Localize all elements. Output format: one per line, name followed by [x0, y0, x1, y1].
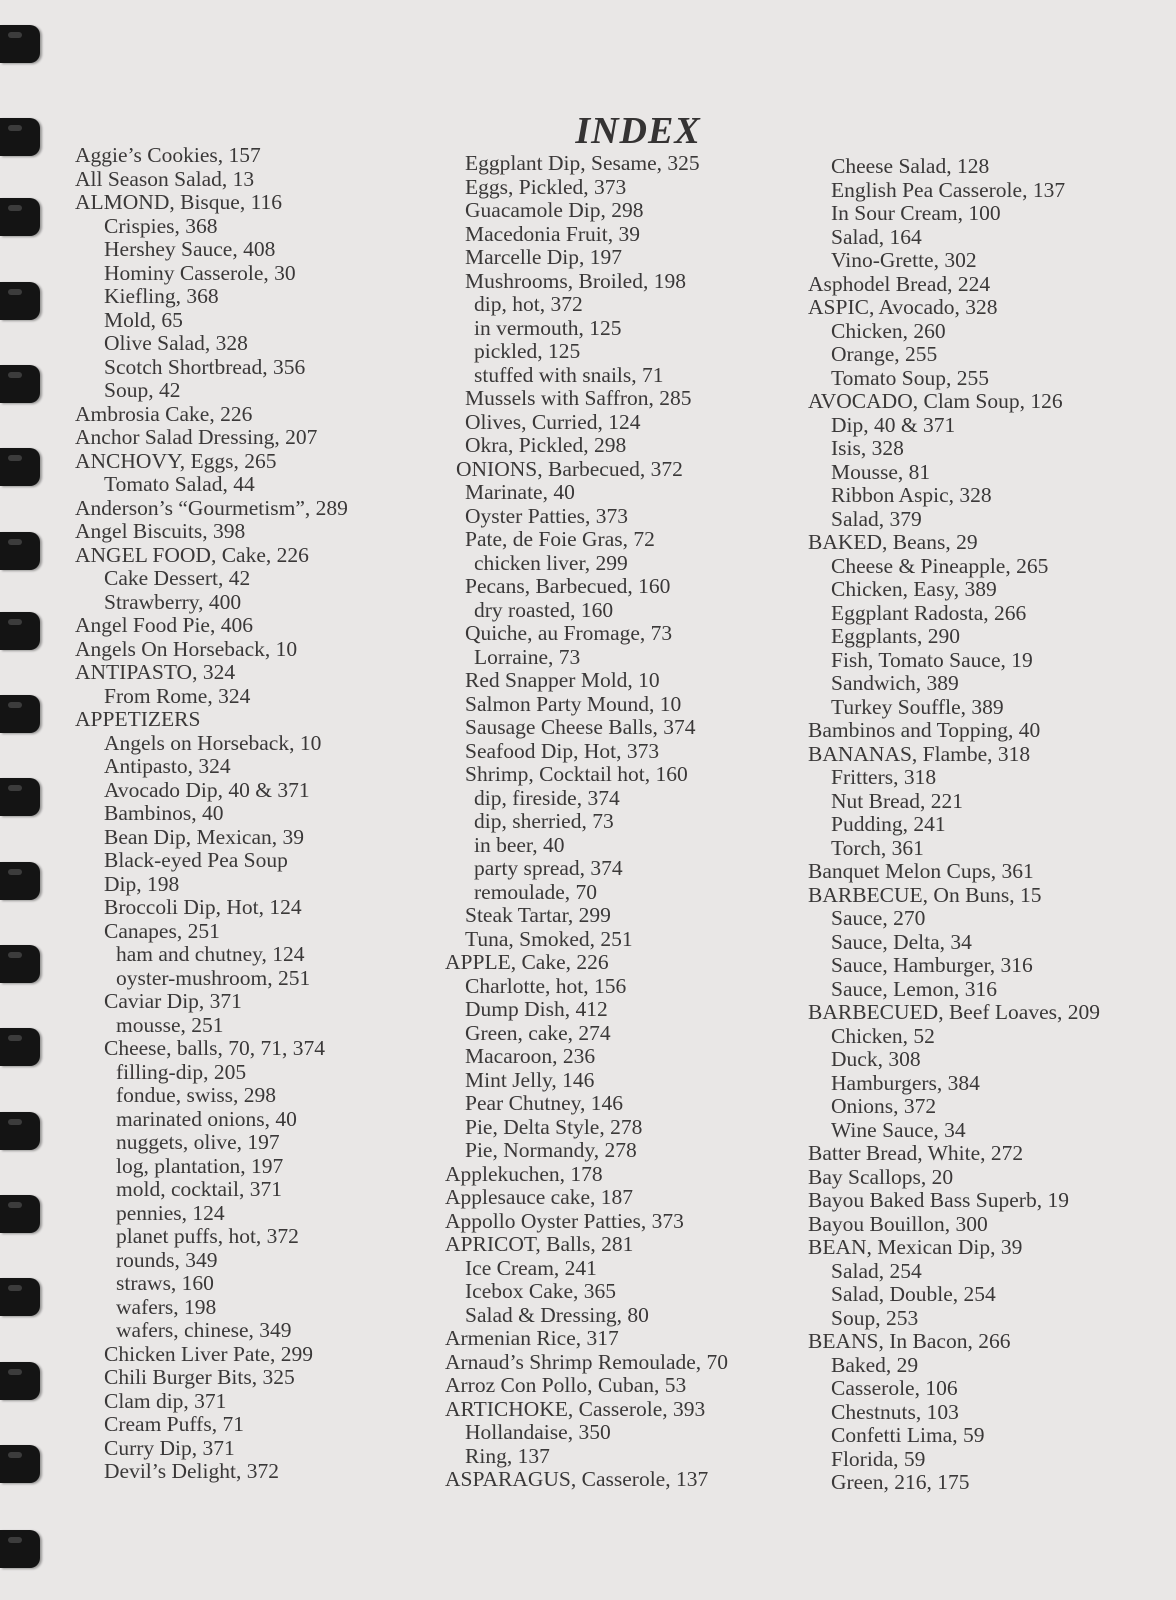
index-entry: Soup, 42 [104, 378, 181, 402]
index-entry: Orange, 255 [831, 342, 938, 366]
binding-coil [0, 1445, 40, 1483]
index-entry: Tuna, Smoked, 251 [465, 926, 633, 951]
index-entry: Banquet Melon Cups, 361 [808, 859, 1034, 883]
index-entry: dip, fireside, 374 [474, 785, 620, 810]
index-entry: Cake Dessert, 42 [104, 566, 251, 590]
index-entry: Chili Burger Bits, 325 [104, 1365, 295, 1389]
index-entry: Asphodel Bread, 224 [808, 271, 991, 296]
index-entry: Kiefling, 368 [104, 284, 219, 308]
index-entry: Pie, Normandy, 278 [465, 1138, 637, 1162]
index-entry: Avocado Dip, 40 & 371 [104, 777, 310, 802]
index-entry: straws, 160 [116, 1271, 214, 1295]
index-entry: mousse, 251 [116, 1012, 224, 1037]
index-entry: Sauce, Delta, 34 [831, 929, 972, 954]
index-entry: Fritters, 318 [831, 765, 937, 789]
index-entry: Lorraine, 73 [474, 644, 581, 669]
index-entry: Pudding, 241 [831, 812, 946, 836]
index-entry: Chicken, 260 [831, 318, 946, 343]
index-entry: Curry Dip, 371 [104, 1435, 235, 1460]
index-entry: fondue, swiss, 298 [116, 1083, 277, 1107]
index-entry: Marcelle Dip, 197 [465, 245, 623, 269]
index-entry: Mold, 65 [104, 307, 183, 332]
index-entry: ARTICHOKE, Casserole, 393 [445, 1396, 706, 1421]
index-entry: Eggplant Dip, Sesame, 325 [465, 151, 700, 175]
index-entry: marinated onions, 40 [116, 1106, 297, 1131]
index-entry: Anchor Salad Dressing, 207 [75, 425, 318, 449]
index-entry: Batter Bread, White, 272 [808, 1141, 1024, 1165]
index-entry: Salmon Party Mound, 10 [465, 691, 682, 716]
index-entry: dip, sherried, 73 [474, 809, 614, 833]
index-entry: Mussels with Saffron, 285 [465, 386, 692, 410]
index-entry: Bayou Bouillon, 300 [808, 1211, 988, 1236]
index-entry: Ribbon Aspic, 328 [831, 483, 992, 507]
index-entry: Baked, 29 [831, 1352, 919, 1377]
index-entry: Clam dip, 371 [104, 1388, 227, 1413]
index-entry: Scotch Shortbread, 356 [104, 354, 306, 379]
index-entry: Salad, 379 [831, 506, 922, 531]
binding-coil [0, 612, 40, 650]
index-entry: nuggets, olive, 197 [116, 1130, 280, 1154]
index-entry: ANGEL FOOD, Cake, 226 [75, 542, 309, 567]
index-entry: planet puffs, hot, 372 [116, 1224, 299, 1248]
index-entry: Eggplant Radosta, 266 [831, 600, 1027, 625]
index-entry: APPETIZERS [75, 707, 201, 731]
index-entry: Tomato Salad, 44 [104, 472, 255, 496]
index-entry: Pate, de Foie Gras, 72 [465, 527, 655, 551]
index-entry: Sausage Cheese Balls, 374 [465, 715, 696, 739]
index-entry: Mousse, 81 [831, 459, 931, 484]
index-entry: Soup, 253 [831, 1305, 919, 1330]
index-entry: Fish, Tomato Sauce, 19 [831, 647, 1033, 672]
index-entry: in beer, 40 [474, 832, 565, 857]
index-entry: Wine Sauce, 34 [831, 1117, 966, 1142]
index-entry: BARBECUED, Beef Loaves, 209 [808, 1000, 1101, 1024]
binding-coil [0, 198, 40, 236]
index-entry: in vermouth, 125 [474, 315, 622, 340]
index-entry: Ice Cream, 241 [465, 1255, 597, 1280]
index-entry: Red Snapper Mold, 10 [465, 668, 660, 692]
binding-coil [0, 1362, 40, 1400]
index-entry: In Sour Cream, 100 [831, 201, 1001, 225]
index-entry: Angel Food Pie, 406 [75, 613, 253, 637]
binding-coil [0, 1028, 40, 1066]
index-entry: Angels On Horseback, 10 [75, 636, 298, 661]
index-entry: Pear Chutney, 146 [465, 1091, 624, 1115]
index-entry: Chicken, Easy, 389 [831, 577, 997, 601]
index-entry: ONIONS, Barbecued, 372 [456, 456, 683, 481]
index-entry: Applesauce cake, 187 [445, 1185, 634, 1209]
binding-coil [0, 365, 40, 403]
index-entry: Hershey Sauce, 408 [104, 237, 276, 261]
index-column-1 [75, 144, 348, 1484]
index-entry: Green, 216, 175 [831, 1470, 970, 1494]
index-entry: Bay Scallops, 20 [808, 1164, 954, 1189]
index-entry: Pecans, Barbecued, 160 [465, 574, 671, 598]
index-entry: Shrimp, Cocktail hot, 160 [465, 762, 688, 786]
index-entry: BAKED, Beans, 29 [808, 530, 978, 554]
index-entry: Cream Puffs, 71 [104, 1412, 244, 1436]
index-entry: dip, hot, 372 [474, 292, 583, 316]
index-entry: Sauce, Hamburger, 316 [831, 953, 1033, 977]
index-entry: ASPARAGUS, Casserole, 137 [445, 1467, 709, 1491]
binding-coil [0, 695, 40, 733]
index-entry: Eggs, Pickled, 373 [465, 174, 627, 199]
index-entry: Anderson’s “Gourmetism”, 289 [75, 495, 348, 520]
binding-coil [0, 1278, 40, 1316]
index-entry: Cheese Salad, 128 [831, 154, 990, 178]
index-entry: remoulade, 70 [474, 879, 597, 904]
index-entry: Olives, Curried, 124 [465, 409, 641, 434]
index-entry: pennies, 124 [116, 1200, 225, 1225]
index-entry: Okra, Pickled, 298 [465, 433, 627, 457]
index-entry: Arroz Con Pollo, Cuban, 53 [445, 1373, 687, 1397]
index-entry: Turkey Souffle, 389 [831, 694, 1004, 719]
index-entry: Applekuchen, 178 [445, 1161, 603, 1186]
index-entry: Macaroon, 236 [465, 1044, 596, 1068]
index-entry: APRICOT, Balls, 281 [445, 1232, 634, 1256]
index-entry: Torch, 361 [831, 835, 924, 860]
index-entry: Tomato Soup, 255 [831, 365, 989, 390]
index-entry: Devil’s Delight, 372 [104, 1459, 279, 1483]
index-entry: Quiche, au Fromage, 73 [465, 621, 673, 645]
index-entry: wafers, 198 [116, 1294, 217, 1319]
index-entry: BEANS, In Bacon, 266 [808, 1329, 1011, 1353]
index-entry: Duck, 308 [831, 1047, 921, 1071]
index-entry: English Pea Casserole, 137 [831, 177, 1066, 202]
index-entry: Charlotte, hot, 156 [465, 973, 627, 998]
index-column-2 [445, 152, 728, 1492]
binding-coil [0, 532, 40, 570]
index-entry: Casserole, 106 [831, 1376, 958, 1400]
index-entry: Salad, 254 [831, 1258, 922, 1283]
index-entry: Bean Dip, Mexican, 39 [104, 824, 305, 849]
index-entry: Appollo Oyster Patties, 373 [445, 1208, 684, 1233]
index-entry: Salad, 164 [831, 224, 922, 249]
index-entry: Marinate, 40 [465, 480, 575, 504]
binding-coil [0, 862, 40, 900]
index-entry: Florida, 59 [831, 1446, 926, 1471]
binding-coil [0, 25, 40, 63]
index-entry: Angel Biscuits, 398 [75, 519, 246, 543]
index-entry: chicken liver, 299 [474, 550, 628, 575]
index-entry: oyster-mushroom, 251 [116, 965, 311, 990]
index-entry: Bayou Baked Bass Superb, 19 [808, 1188, 1069, 1212]
index-entry: Caviar Dip, 371 [104, 989, 242, 1013]
index-entry: wafers, chinese, 349 [116, 1318, 292, 1342]
index-entry: Sandwich, 389 [831, 671, 959, 695]
index-entry: BEAN, Mexican Dip, 39 [808, 1235, 1023, 1259]
index-entry: ANTIPASTO, 324 [75, 660, 236, 684]
binding-coil [0, 945, 40, 983]
index-entry: Oyster Patties, 373 [465, 503, 629, 528]
index-entry: mold, cocktail, 371 [116, 1177, 282, 1201]
index-entry: log, plantation, 197 [116, 1153, 284, 1178]
index-entry: Armenian Rice, 317 [445, 1326, 619, 1350]
binding-coil [0, 282, 40, 320]
index-entry: Steak Tartar, 299 [465, 903, 611, 927]
index-entry: Mint Jelly, 146 [465, 1067, 595, 1092]
index-entry: ALMOND, Bisque, 116 [75, 190, 283, 214]
index-entry: Macedonia Fruit, 39 [465, 221, 640, 246]
index-entry: filling-dip, 205 [116, 1059, 247, 1084]
index-entry: Salad & Dressing, 80 [465, 1302, 649, 1327]
index-entry: Pie, Delta Style, 278 [465, 1114, 643, 1139]
index-entry: Hamburgers, 384 [831, 1070, 980, 1095]
index-entry: Chicken Liver Pate, 299 [104, 1341, 313, 1366]
index-entry: Confetti Lima, 59 [831, 1423, 985, 1447]
binding-coil [0, 1530, 40, 1568]
index-entry: Chestnuts, 103 [831, 1399, 959, 1424]
index-entry: Icebox Cake, 365 [465, 1279, 617, 1303]
index-entry: ASPIC, Avocado, 328 [808, 295, 998, 319]
index-entry: Onions, 372 [831, 1094, 937, 1118]
index-entry: All Season Salad, 13 [75, 166, 255, 191]
index-entry: Hollandaise, 350 [465, 1420, 611, 1444]
index-entry: Strawberry, 400 [104, 589, 242, 614]
index-entry: Aggie’s Cookies, 157 [75, 143, 261, 167]
index-entry: ANCHOVY, Eggs, 265 [75, 448, 277, 473]
index-entry: Black-eyed Pea Soup [104, 848, 288, 872]
index-entry: stuffed with snails, 71 [474, 362, 664, 387]
index-entry: Dip, 198 [104, 871, 180, 896]
index-entry: Cheese, balls, 70, 71, 374 [104, 1036, 325, 1060]
index-entry: Dip, 40 & 371 [831, 412, 956, 437]
index-entry: Salad, Double, 254 [831, 1282, 996, 1306]
index-entry: Canapes, 251 [104, 918, 220, 943]
index-entry: Seafood Dip, Hot, 373 [465, 738, 660, 763]
index-entry: Broccoli Dip, Hot, 124 [104, 895, 302, 919]
index-entry: Olive Salad, 328 [104, 331, 248, 355]
page-title: INDEX [575, 110, 701, 153]
index-entry: ham and chutney, 124 [116, 942, 305, 966]
spiral-binding [0, 0, 52, 1600]
index-entry: Vino-Grette, 302 [831, 248, 977, 272]
index-entry: APPLE, Cake, 226 [445, 950, 609, 974]
index-entry: Green, cake, 274 [465, 1020, 611, 1045]
index-entry: party spread, 374 [474, 856, 623, 880]
index-entry: pickled, 125 [474, 339, 581, 363]
index-entry: Sauce, Lemon, 316 [831, 976, 997, 1001]
index-entry: BANANAS, Flambe, 318 [808, 741, 1031, 766]
index-entry: Arnaud’s Shrimp Remoulade, 70 [445, 1349, 729, 1374]
index-entry: Isis, 328 [831, 436, 904, 460]
index-entry: Angels on Horseback, 10 [104, 730, 322, 755]
index-entry: Bambinos, 40 [104, 801, 224, 825]
index-entry: dry roasted, 160 [474, 597, 614, 622]
index-entry: Antipasto, 324 [104, 754, 231, 778]
index-entry: Mushrooms, Broiled, 198 [465, 268, 686, 293]
index-entry: Eggplants, 290 [831, 624, 960, 648]
index-entry: Chicken, 52 [831, 1023, 935, 1048]
index-entry: Hominy Casserole, 30 [104, 260, 296, 285]
index-entry: BARBECUE, On Buns, 15 [808, 882, 1042, 907]
index-entry: rounds, 349 [116, 1247, 218, 1272]
index-entry: From Rome, 324 [104, 683, 251, 708]
index-entry: Ambrosia Cake, 226 [75, 401, 253, 426]
binding-coil [0, 448, 40, 486]
index-entry: Ring, 137 [465, 1443, 550, 1468]
binding-coil [0, 1195, 40, 1233]
index-entry: Sauce, 270 [831, 906, 926, 930]
index-entry: Cheese & Pineapple, 265 [831, 553, 1049, 578]
index-entry: Crispies, 368 [104, 213, 218, 238]
binding-coil [0, 778, 40, 816]
index-entry: AVOCADO, Clam Soup, 126 [808, 389, 1063, 413]
index-entry: Bambinos and Topping, 40 [808, 718, 1041, 742]
binding-coil [0, 1112, 40, 1150]
index-entry: Guacamole Dip, 298 [465, 198, 644, 222]
index-entry: Dump Dish, 412 [465, 997, 608, 1021]
index-column-3 [808, 155, 1100, 1495]
index-entry: Nut Bread, 221 [831, 788, 963, 813]
